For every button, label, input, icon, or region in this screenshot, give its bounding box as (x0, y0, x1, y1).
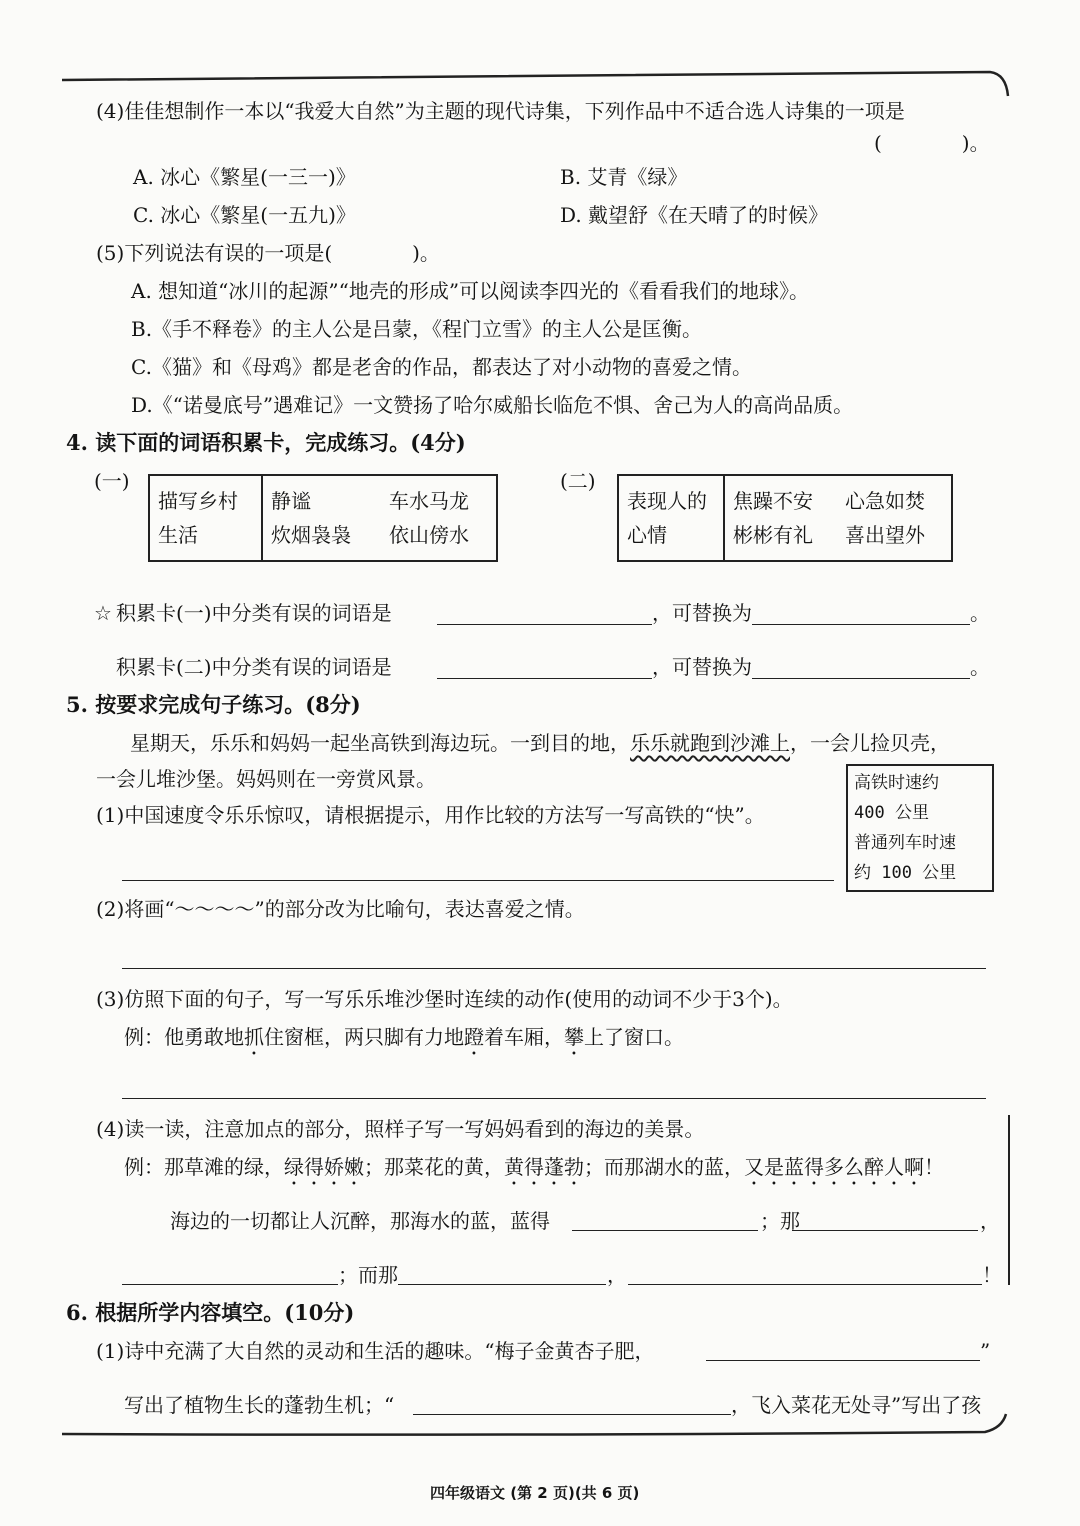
q6-item1-b: ” (980, 1339, 991, 1363)
card2-category-line1: 表现人的 (627, 489, 707, 513)
q5-passage-line2: 一会儿堆沙堡。妈妈则在一旁赏风景。 (96, 767, 436, 791)
q3-item4-option-a: A. 冰心《繁星(一三一)》 (133, 165, 356, 189)
q4-line1-blank-2[interactable] (752, 624, 970, 625)
hint-line: 400 公里 (854, 803, 929, 823)
ex3-dot2: 蹬 (464, 1025, 484, 1049)
card1-label: (一) (94, 469, 130, 493)
ex4-dot3: 又是蓝得多么醉人啊 (744, 1155, 924, 1179)
card2-label: (二) (560, 469, 596, 493)
ex3-a: 例：他勇敢地 (124, 1025, 244, 1049)
card1-word: 车水马龙 (389, 489, 469, 513)
q6-title: 6. 根据所学内容填空。(10分) (66, 1300, 355, 1325)
q5-item3: (3)仿照下面的句子，写一写乐乐堆沙堡时连续的动作(使用的动词不少于3个)。 (96, 987, 793, 1011)
top-border (0, 0, 1080, 110)
page-footer: 四年级语文 (第 2 页)(共 6 页) (430, 1484, 640, 1502)
q4-line1-text-a: 积累卡(一)中分类有误的词语是 (116, 601, 392, 625)
q4-line2-end: 。 (970, 655, 990, 679)
q5-passage-b: ，一会儿捡贝壳， (790, 731, 950, 755)
q3-item4-answer-paren[interactable]: ( )。 (874, 131, 990, 155)
q5-item1: (1)中国速度令乐乐惊叹，请根据提示，用作比较的方法写一写高铁的“快”。 (96, 803, 765, 827)
q3-item5-option-a: A. 想知道“冰川的起源”“地壳的形成”可以阅读李四光的《看看我们的地球》。 (131, 279, 810, 303)
q5-item4-fill-e: ， (607, 1263, 627, 1287)
q5-item4-blank-1[interactable] (572, 1230, 758, 1231)
q5-item4-example (124, 1152, 944, 1190)
q5-item4: (4)读一读，注意加点的部分，照样子写一写妈妈看到的海边的美景。 (96, 1117, 705, 1141)
card2-words (724, 475, 952, 561)
card1-category (149, 475, 262, 561)
q5-item3-example (124, 1022, 684, 1060)
q5-passage-a: 星期天，乐乐和妈妈一起坐高铁到海边玩。一到目的地， (130, 731, 630, 755)
q5-title: 5. 按要求完成句子练习。(8分) (66, 692, 361, 717)
ex4-d: ！ (924, 1155, 944, 1179)
q5-item1-answer-line[interactable] (122, 880, 834, 881)
q4-line1-blank-1[interactable] (437, 624, 652, 625)
ex3-dot3: 攀 (564, 1025, 584, 1049)
hint-line: 普通列车时速 (854, 833, 956, 853)
right-margin-line (1008, 1115, 1010, 1285)
word-card-1 (148, 474, 498, 562)
card1-word: 炊烟袅袅 (271, 523, 351, 547)
card2-word: 喜出望外 (845, 523, 925, 547)
q5-item4-fill-b: ；那 (760, 1209, 800, 1233)
q6-item1-d: ，飞入菜花无处寻”写出了孩 (731, 1393, 982, 1417)
q3-item4-option-c: C. 冰心《繁星(一五九)》 (133, 203, 356, 227)
q4-line1-end: 。 (970, 601, 990, 625)
card2-word: 心急如焚 (845, 489, 925, 513)
q4-line1-text-b: ，可替换为 (652, 601, 752, 625)
hint-line: 约 100 公里 (854, 863, 957, 883)
ex4-dot1: 绿得娇嫩 (284, 1155, 364, 1179)
q6-item1-c: 写出了植物生长的蓬勃生机；“ (124, 1393, 395, 1417)
q3-item4-stem: (4)佳佳想制作一本以“我爱大自然”为主题的现代诗集，下列作品中不适合选人诗集的一项是 (96, 99, 905, 123)
ex4-b: ；那菜花的黄， (364, 1155, 504, 1179)
ex3-b: 住窗框，两只脚有力地 (264, 1025, 464, 1049)
card2-word: 焦躁不安 (733, 489, 813, 513)
q5-passage-wavy: 乐乐就跑到沙滩上 (630, 731, 790, 755)
ex4-c: ；而那湖水的蓝， (584, 1155, 744, 1179)
q4-line1-star: ☆ (94, 601, 112, 625)
ex3-d: 上了窗口。 (584, 1025, 684, 1049)
card1-category-line1: 描写乡村 (158, 489, 238, 513)
q3-item4-option-d: D. 戴望舒《在天晴了的时候》 (560, 203, 829, 227)
card2-word: 彬彬有礼 (733, 523, 813, 547)
q4-line2-blank-1[interactable] (437, 678, 652, 679)
ex3-dot1: 抓 (244, 1025, 264, 1049)
q3-item5-option-c: C.《猫》和《母鸡》都是老舍的作品，都表达了对小动物的喜爱之情。 (131, 355, 752, 379)
q5-item4-blank-4[interactable] (398, 1284, 606, 1285)
q3-item5-option-b: B.《手不释卷》的主人公是吕蒙，《程门立雪》的主人公是匡衡。 (131, 317, 703, 341)
q5-passage-line1 (130, 728, 950, 758)
card2-category (618, 475, 724, 561)
speed-hint-box (846, 764, 994, 892)
q4-line2-text-b: ，可替换为 (652, 655, 752, 679)
q6-item1-a: (1)诗中充满了大自然的灵动和生活的趣味。“梅子金黄杏子肥， (96, 1339, 655, 1363)
q3-item5-stem: (5)下列说法有误的一项是( )。 (96, 241, 440, 265)
q4-title: 4. 读下面的词语积累卡，完成练习。(4分) (66, 430, 466, 455)
q6-item1-blank-2[interactable] (413, 1414, 731, 1415)
card1-words (262, 475, 497, 561)
ex4-dot2: 黄得蓬勃 (504, 1155, 584, 1179)
q5-item2-answer-line[interactable] (122, 968, 986, 969)
card1-word: 依山傍水 (389, 523, 469, 547)
card1-word: 静谧 (271, 489, 311, 513)
ex4-a: 例：那草滩的绿， (124, 1155, 284, 1179)
q4-line2-blank-2[interactable] (752, 678, 970, 679)
q5-item4-blank-5[interactable] (628, 1284, 982, 1285)
hint-line: 高铁时速约 (854, 773, 939, 793)
q5-item4-fill-a: 海边的一切都让人沉醉，那海水的蓝，蓝得 (170, 1209, 550, 1233)
card1-category-line2: 生活 (158, 523, 198, 547)
q5-item4-blank-3[interactable] (122, 1284, 338, 1285)
q5-item3-answer-line[interactable] (122, 1098, 986, 1099)
q5-item2: (2)将画“～～～～”的部分改为比喻句，表达喜爱之情。 (96, 897, 585, 921)
q5-item4-fill-f: ！ (982, 1263, 1002, 1287)
q5-item4-fill-d: ；而那 (338, 1263, 398, 1287)
q3-item5-option-d: D.《“诺曼底号”遇难记》一文赞扬了哈尔威船长临危不惧、舍己为人的高尚品质。 (131, 393, 854, 417)
q5-item4-fill-c: ， (980, 1209, 1000, 1233)
card2-category-line2: 心情 (627, 523, 667, 547)
ex3-c: 着车厢， (484, 1025, 564, 1049)
q6-item1-blank-1[interactable] (706, 1360, 980, 1361)
q4-line2-text-a: 积累卡(二)中分类有误的词语是 (116, 655, 392, 679)
word-card-2 (617, 474, 953, 562)
q3-item4-option-b: B. 艾青《绿》 (560, 165, 688, 189)
q5-item4-blank-2[interactable] (792, 1230, 978, 1231)
